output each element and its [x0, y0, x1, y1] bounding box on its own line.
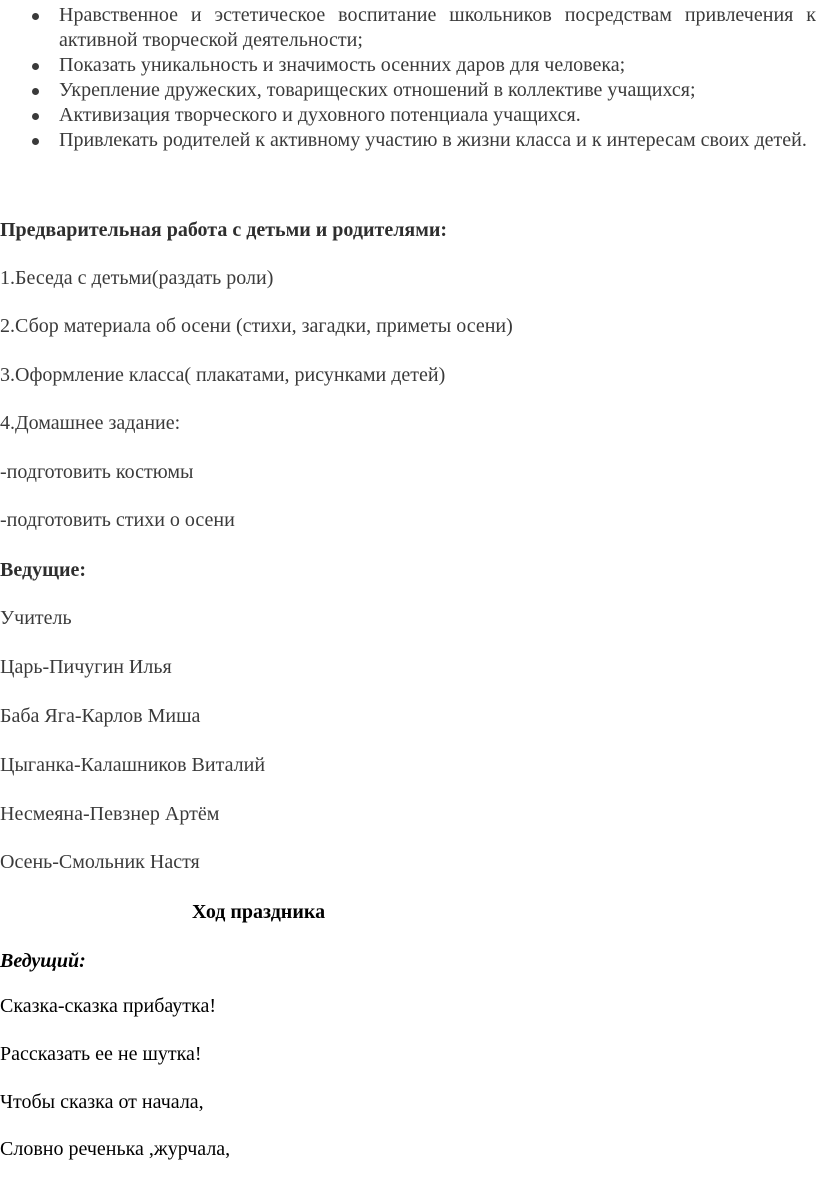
bullet-icon [32, 63, 39, 70]
poem-line: Сказка-сказка прибаутка! [0, 995, 216, 1017]
goal-item [0, 128, 816, 153]
goal-text: Активизация творческого и духовного потенциала учащихся. [59, 104, 581, 126]
goal-item [0, 53, 816, 78]
goals-list [0, 3, 816, 153]
poem-line: Словно реченька ,журчала, [0, 1138, 231, 1160]
section-title: Ход праздника [192, 901, 326, 923]
prep-item: 3.Оформление класса( плакатами, рисунками детей) [0, 364, 446, 386]
goal-text: Показать уникальность и значимость осенних даров для человека; [59, 54, 626, 76]
hosts-heading: Ведущие: [0, 559, 87, 581]
prep-heading: Предварительная работа с детьми и родителями: [0, 219, 448, 241]
prep-item: 4.Домашнее задание: [0, 412, 181, 434]
goal-item [0, 78, 816, 103]
host-item: Царь-Пичугин Илья [0, 656, 172, 678]
goal-text: Укрепление дружеских, товарищеских отношений в коллективе учащихся; [59, 79, 696, 101]
host-item: Учитель [0, 607, 72, 629]
host-item: Цыганка-Калашников Виталий [0, 754, 266, 776]
prep-item: -подготовить костюмы [0, 461, 194, 483]
prep-item: 2.Сбор материала об осени (стихи, загадки, приметы осени) [0, 315, 513, 337]
host-item: Несмеяна-Певзнер Артём [0, 803, 220, 825]
speaker-label: Ведущий: [0, 950, 86, 972]
prep-item: 1.Беседа с детьми(раздать роли) [0, 267, 274, 289]
poem-line: Чтобы сказка от начала, [0, 1091, 204, 1113]
bullet-icon [32, 88, 39, 95]
host-item: Баба Яга-Карлов Миша [0, 705, 201, 727]
poem-line: Рассказать ее не шутка! [0, 1043, 202, 1065]
prep-item: -подготовить стихи о осени [0, 509, 235, 531]
goal-text: Привлекать родителей к активному участию в жизни класса и к интересам своих детей. [59, 129, 807, 151]
bullet-icon [32, 113, 39, 120]
goal-item [0, 3, 816, 53]
host-item: Осень-Смольник Настя [0, 851, 200, 873]
bullet-icon [32, 138, 39, 145]
bullet-icon [32, 13, 39, 20]
goal-text: Нравственное и эстетическое воспитание школьников посредствам привлечения к активной творческой деятельности; [59, 4, 816, 51]
goal-item [0, 103, 816, 128]
